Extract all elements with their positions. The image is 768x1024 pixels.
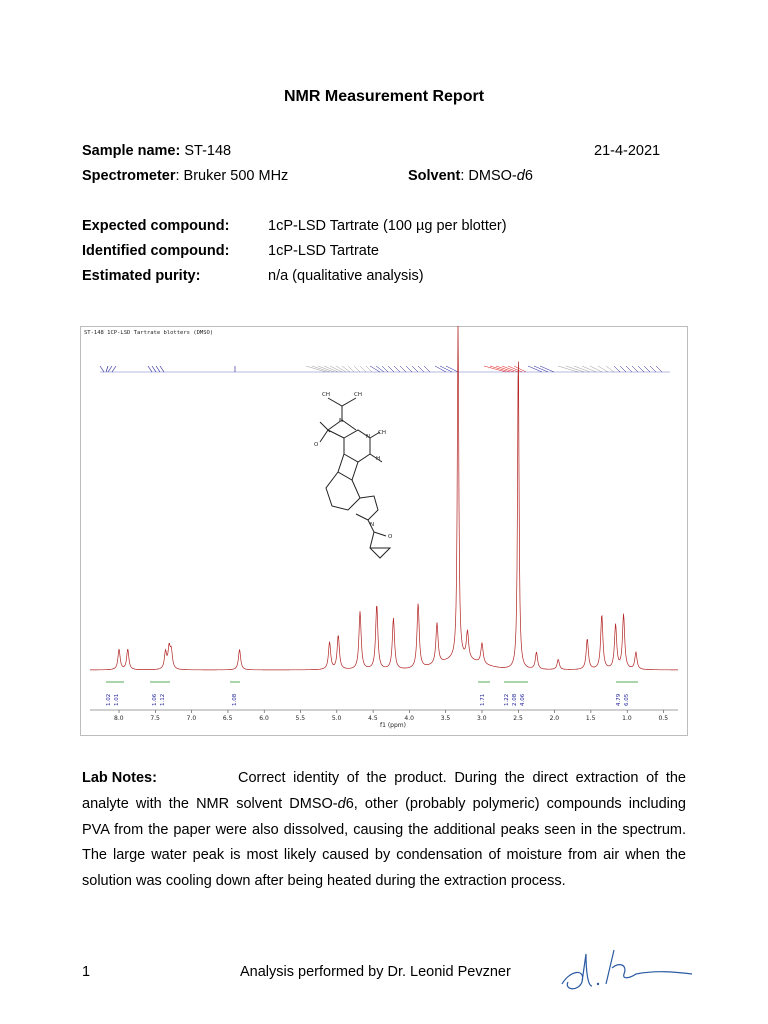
svg-text:O: O — [388, 534, 393, 540]
svg-text:N: N — [370, 522, 375, 528]
svg-text:CH: CH — [354, 392, 362, 398]
x-tick-label: 4.5 — [368, 715, 378, 722]
integral-label: 4.06 — [520, 693, 526, 706]
spectrometer-label: Spectrometer — [82, 168, 176, 184]
svg-text:N: N — [366, 434, 371, 440]
spectrometer-value: : Bruker 500 MHz — [175, 168, 289, 184]
sample-name-label: Sample name: — [82, 143, 181, 159]
solvent-italic: d — [516, 168, 525, 184]
x-axis-label: f1 (ppm) — [380, 722, 406, 729]
x-tick-label: 3.0 — [477, 715, 487, 722]
lab-notes-text-2: 6, other (probably polymeric) compounds including PVA from the paper were also dissolved, causing the additional peaks seen in the spectrum. The large water peak is most likely caused by condensation of moisture from air when the solution was cooling down after being heated during the extraction process. — [82, 795, 686, 890]
sample-name-value: ST-148 — [180, 143, 232, 159]
lab-notes-text-1: Correct identity of the product. During the direct extraction of the analyte with the NMR solvent DMSO- — [82, 770, 686, 812]
integral-label: 1.12 — [160, 693, 166, 706]
x-tick-label: 2.0 — [549, 715, 560, 722]
x-tick-label: 0.5 — [658, 715, 669, 722]
signature — [556, 942, 696, 998]
integral-label: 1.06 — [152, 693, 158, 706]
nmr-spectrum-figure — [80, 326, 688, 736]
spectrum-header: ST-148 1CP-LSD Tartrate blotters (DMSO) — [84, 330, 214, 336]
x-tick-label: 2.5 — [513, 715, 523, 722]
x-tick-label: 6.0 — [259, 715, 269, 722]
integral-label: 2.08 — [512, 693, 518, 706]
expected-compound-value: 1cP-LSD Tartrate (100 µg per blotter) — [268, 218, 507, 234]
svg-text:N: N — [339, 418, 344, 424]
lab-notes-label: Lab Notes: — [82, 770, 157, 786]
sample-name-row — [82, 143, 231, 159]
spectrum-frame — [81, 327, 688, 736]
x-tick-label: 7.5 — [150, 715, 160, 722]
estimated-purity-value: n/a (qualitative analysis) — [268, 268, 424, 284]
svg-text:O: O — [314, 442, 319, 448]
spectrometer-row — [82, 168, 288, 184]
report-title: NMR Measurement Report — [283, 88, 485, 105]
solvent-value: : DMSO- — [460, 168, 517, 184]
x-tick-label: 4.0 — [404, 715, 414, 722]
identified-compound-value: 1cP-LSD Tartrate — [268, 243, 379, 259]
x-tick-label: 6.5 — [222, 715, 233, 722]
integral-label: 1.71 — [480, 693, 486, 706]
svg-text:H: H — [376, 456, 381, 462]
integral-label: 1.02 — [106, 693, 112, 706]
integral-label: 1.08 — [232, 693, 238, 706]
lab-notes — [82, 766, 686, 895]
integral-label: 1.01 — [114, 693, 120, 706]
integral-label: 4.79 — [616, 693, 622, 706]
expected-compound-label: Expected compound: — [82, 218, 230, 234]
estimated-purity-label: Estimated purity: — [82, 268, 201, 284]
x-tick-label: 7.0 — [186, 715, 197, 722]
x-tick-label: 1.0 — [622, 715, 632, 722]
x-tick-label: 3.5 — [440, 715, 451, 722]
x-tick-label: 8.0 — [114, 715, 124, 722]
x-tick-label: 5.5 — [295, 715, 306, 722]
solvent-label: Solvent — [408, 168, 461, 184]
x-tick-label: 5.0 — [331, 715, 342, 722]
solvent-suffix: 6 — [524, 168, 533, 184]
x-tick-label: 1.5 — [585, 715, 596, 722]
identified-compound-label: Identified compound: — [82, 243, 230, 259]
svg-text:CH: CH — [378, 430, 386, 436]
report-date: 21-4-2021 — [594, 143, 661, 159]
integral-label: 6.05 — [624, 693, 630, 706]
performed-by: Analysis performed by Dr. Leonid Pevzner — [240, 964, 511, 980]
svg-text:CH: CH — [322, 392, 330, 398]
integral-label: 1.22 — [504, 693, 510, 706]
solvent-row — [408, 168, 533, 184]
lab-notes-italic-d: d — [337, 795, 346, 812]
page-number: 1 — [82, 964, 91, 980]
